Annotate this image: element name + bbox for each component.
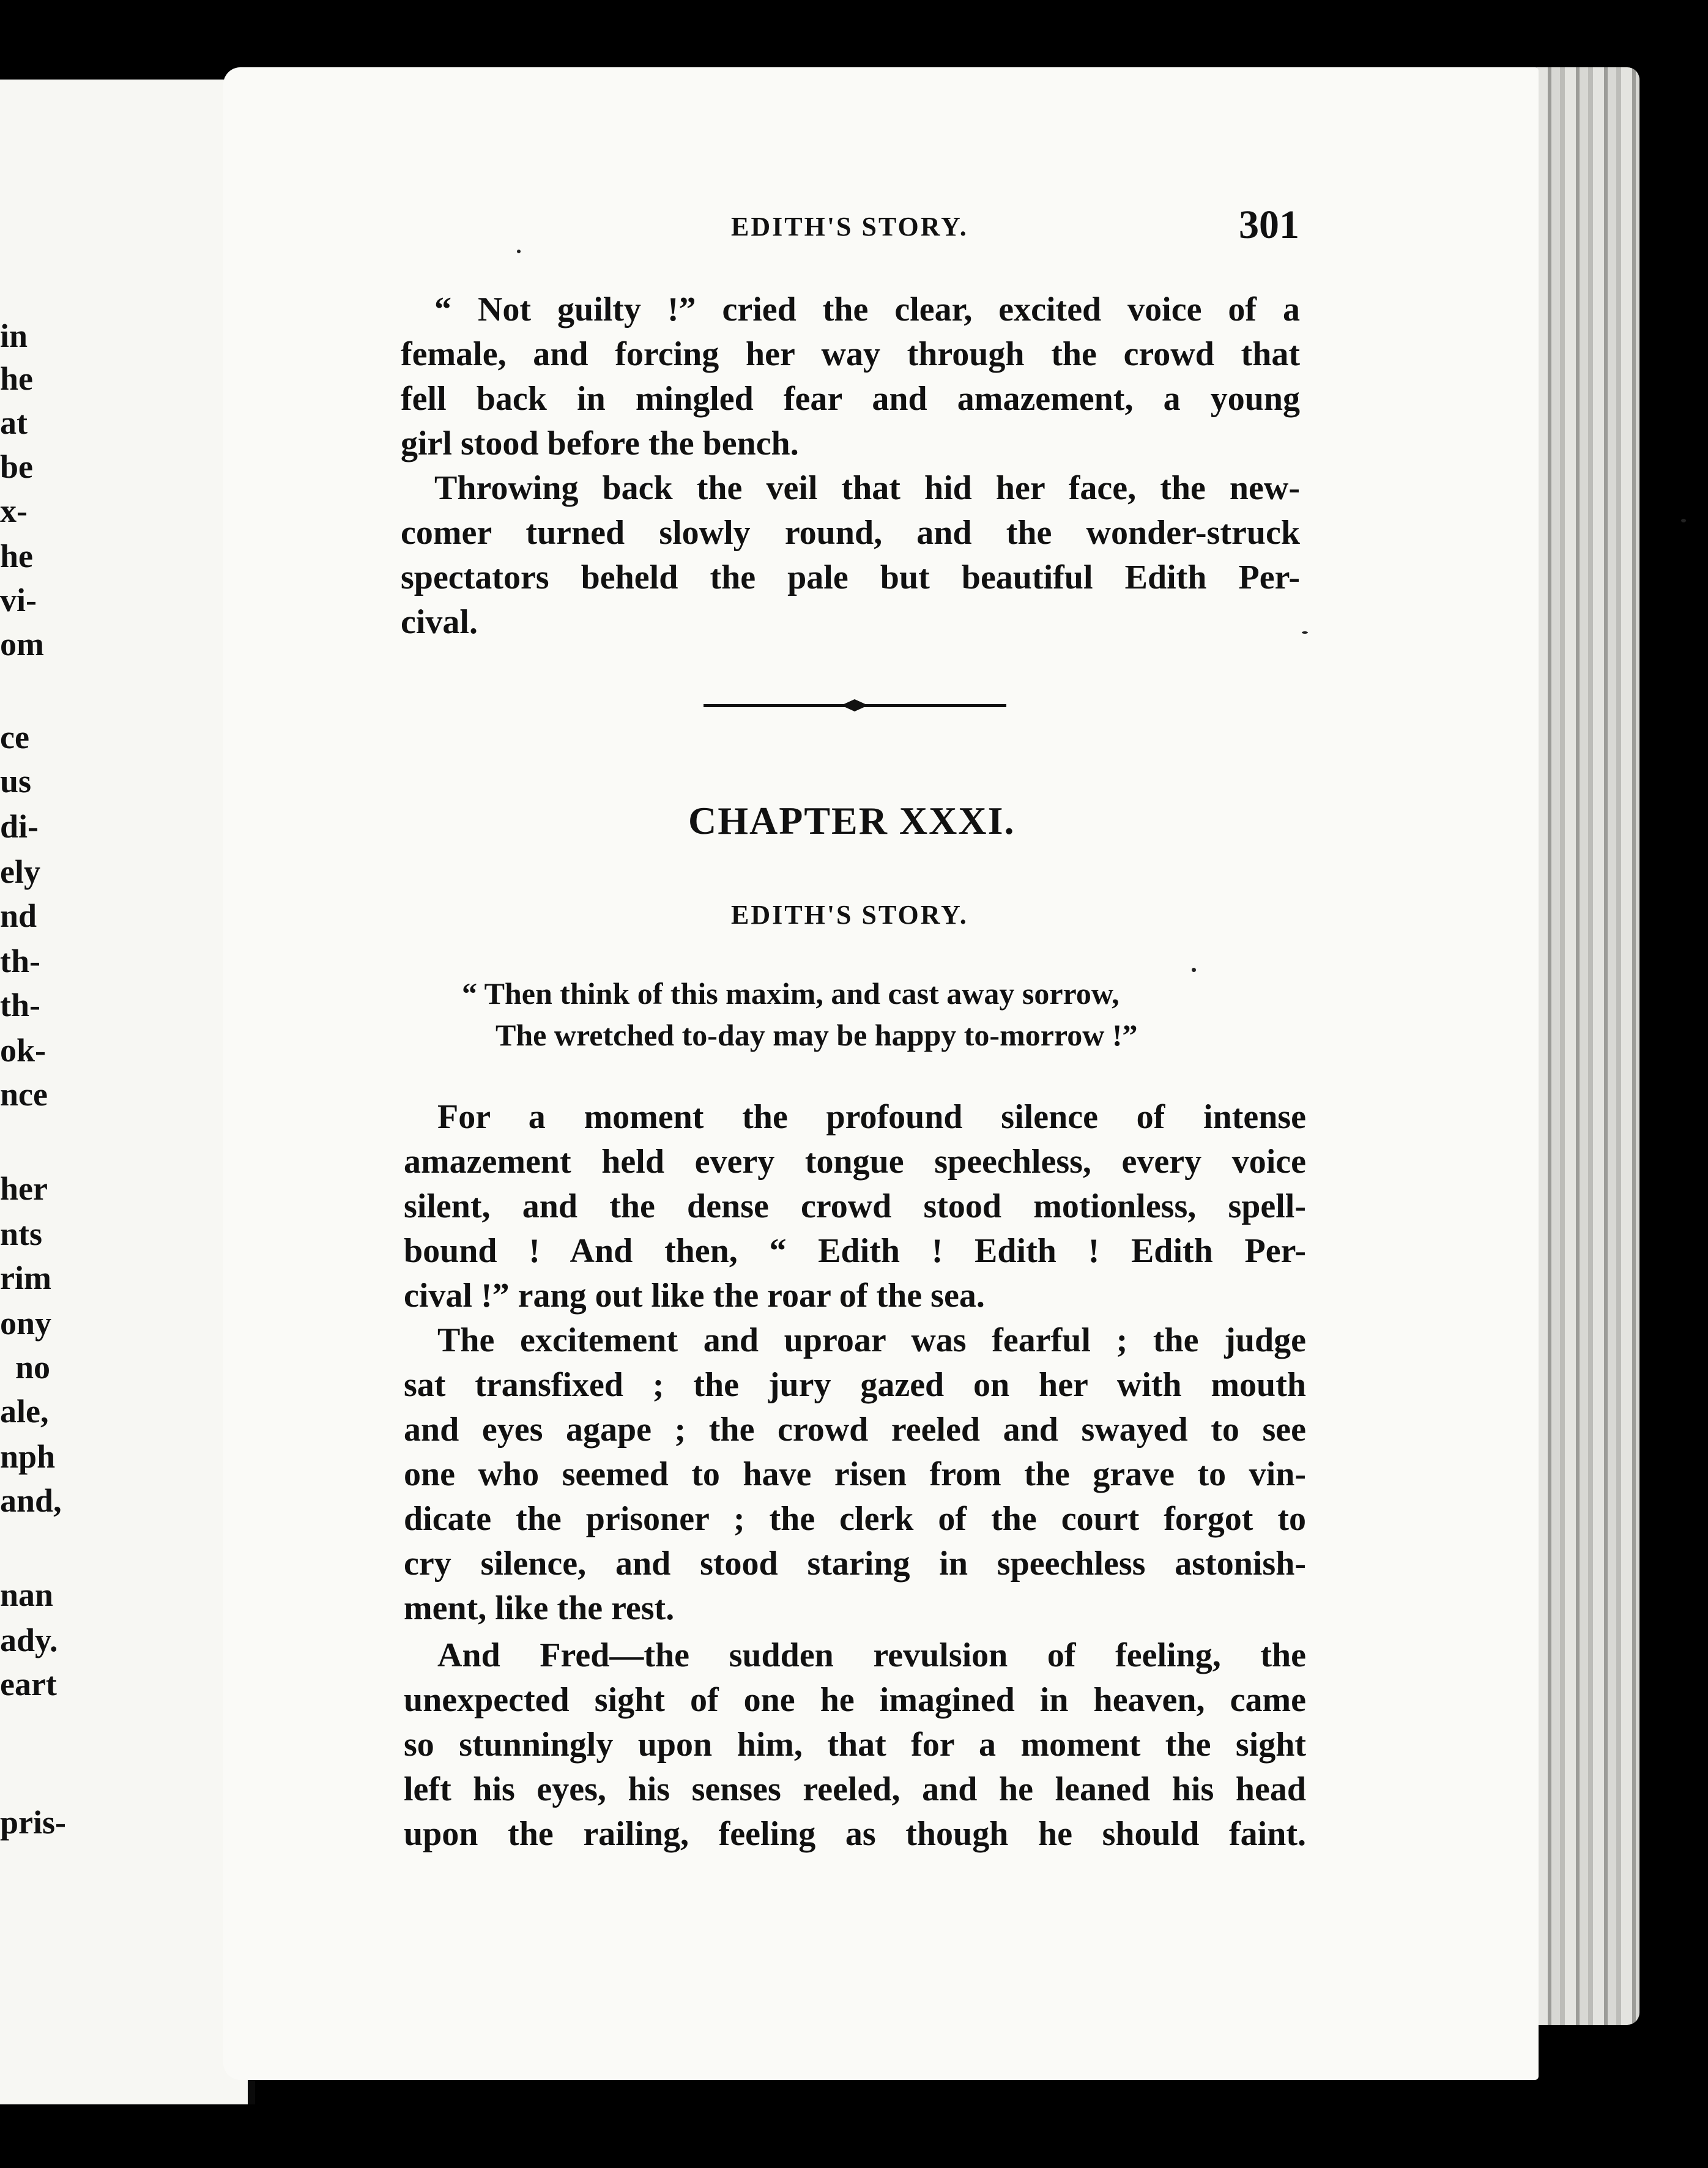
left-page-fragment: nph: [0, 1438, 56, 1475]
left-page-fragment: th-: [0, 987, 40, 1023]
left-page-fragment: ok-: [0, 1032, 46, 1069]
ornament-divider: [704, 696, 1006, 715]
text-line: The excitement and uproar was fearful ; the judge: [437, 1321, 1306, 1359]
left-page-fragment: x-: [0, 492, 28, 529]
left-page-fragment: ce: [0, 719, 29, 755]
chapter-title: CHAPTER XXXI.: [688, 799, 1016, 842]
left-page-fragment: nce: [0, 1076, 48, 1113]
left-page-fragment: vi-: [0, 582, 37, 618]
page-number: 301: [1239, 202, 1299, 247]
left-page: [0, 80, 248, 2104]
text-line: left his eyes, his senses reeled, and he leaned his head: [404, 1770, 1306, 1808]
text-line: fell back in mingled fear and amazement, a young: [401, 380, 1300, 418]
paragraph: [404, 1095, 1306, 1318]
text-line: cry silence, and stood staring in speechless astonish-: [404, 1545, 1306, 1583]
epigraph-line: The wretched to-day may be happy to-morrow !”: [496, 1018, 1138, 1052]
left-page-fragment: th-: [0, 943, 40, 979]
print-speck: [1302, 631, 1308, 634]
paragraph: [404, 1318, 1306, 1631]
left-page-fragment: nts: [0, 1216, 43, 1252]
paragraph: [401, 466, 1300, 645]
left-page-fragment: and,: [0, 1482, 62, 1519]
text-line: Throwing back the veil that hid her face, the new-: [434, 469, 1300, 507]
print-speck: [517, 250, 521, 253]
text-line: upon the railing, feeling as though he should faint.: [404, 1815, 1306, 1853]
chapter-subtitle: EDITH'S STORY.: [731, 900, 968, 930]
text-line: cival !” rang out like the roar of the sea.: [404, 1277, 985, 1315]
text-line: so stunningly upon him, that for a moment the sight: [404, 1726, 1306, 1764]
paragraph: [401, 288, 1300, 466]
text-line: female, and forcing her way through the crowd that: [401, 335, 1300, 373]
left-page-fragment: no: [15, 1349, 51, 1386]
text-line: And Fred—the sudden revulsion of feeling, the: [437, 1636, 1306, 1674]
left-page-fragment: ely: [0, 853, 40, 890]
text-line: sat transfixed ; the jury gazed on her with mouth: [404, 1366, 1306, 1404]
epigraph: [462, 973, 1137, 1056]
left-page-fragment: eart: [0, 1666, 57, 1702]
text-line: comer turned slowly round, and the wonder-struck: [401, 514, 1300, 552]
left-page-fragment: pris-: [0, 1804, 66, 1841]
left-page-fragment: her: [0, 1170, 48, 1207]
left-page-fragment: he: [0, 360, 33, 397]
text-line: unexpected sight of one he imagined in heaven, came: [404, 1681, 1306, 1719]
text-line: amazement held every tongue speechless, every voice: [404, 1143, 1306, 1181]
text-line: ment, like the rest.: [404, 1589, 675, 1627]
text-line: spectators beheld the pale but beautiful Edith Per-: [401, 559, 1300, 596]
left-page-fragment: at: [0, 404, 28, 441]
page-edges: [1523, 67, 1639, 2025]
text-line: bound ! And then, “ Edith ! Edith ! Edith Per-: [404, 1232, 1306, 1270]
left-page-fragment: nan: [0, 1576, 54, 1613]
left-page-fragment: om: [0, 626, 44, 663]
left-page-fragment: us: [0, 763, 32, 800]
text-line: dicate the prisoner ; the clerk of the court forgot to: [404, 1500, 1306, 1538]
left-page-fragment: di-: [0, 808, 39, 845]
text-line: girl stood before the bench.: [401, 425, 799, 462]
text-line: “ Not guilty !” cried the clear, excited voice of a: [434, 291, 1300, 329]
text-line: silent, and the dense crowd stood motionless, spell-: [404, 1187, 1306, 1225]
left-page-fragment: he: [0, 538, 33, 574]
left-page-fragment: be: [0, 448, 33, 485]
paragraph: [404, 1633, 1306, 1857]
running-head: EDITH'S STORY.: [731, 212, 968, 242]
print-speck: [1192, 968, 1196, 972]
print-speck: [1681, 519, 1686, 522]
left-page-fragment: in: [0, 317, 28, 354]
text-line: and eyes agape ; the crowd reeled and swayed to see: [404, 1411, 1306, 1449]
text-line: cival.: [401, 603, 478, 641]
text-line: one who seemed to have risen from the grave to vin-: [404, 1455, 1306, 1493]
left-page-fragment: ony: [0, 1305, 52, 1342]
text-line: For a moment the profound silence of intense: [437, 1098, 1306, 1136]
left-page-fragment: rim: [0, 1260, 51, 1296]
left-page-fragment: nd: [0, 897, 37, 934]
left-page-fragment: ady.: [0, 1622, 58, 1658]
left-page-fragment: ale,: [0, 1393, 49, 1430]
epigraph-line: “ Then think of this maxim, and cast away sorrow,: [462, 976, 1119, 1011]
